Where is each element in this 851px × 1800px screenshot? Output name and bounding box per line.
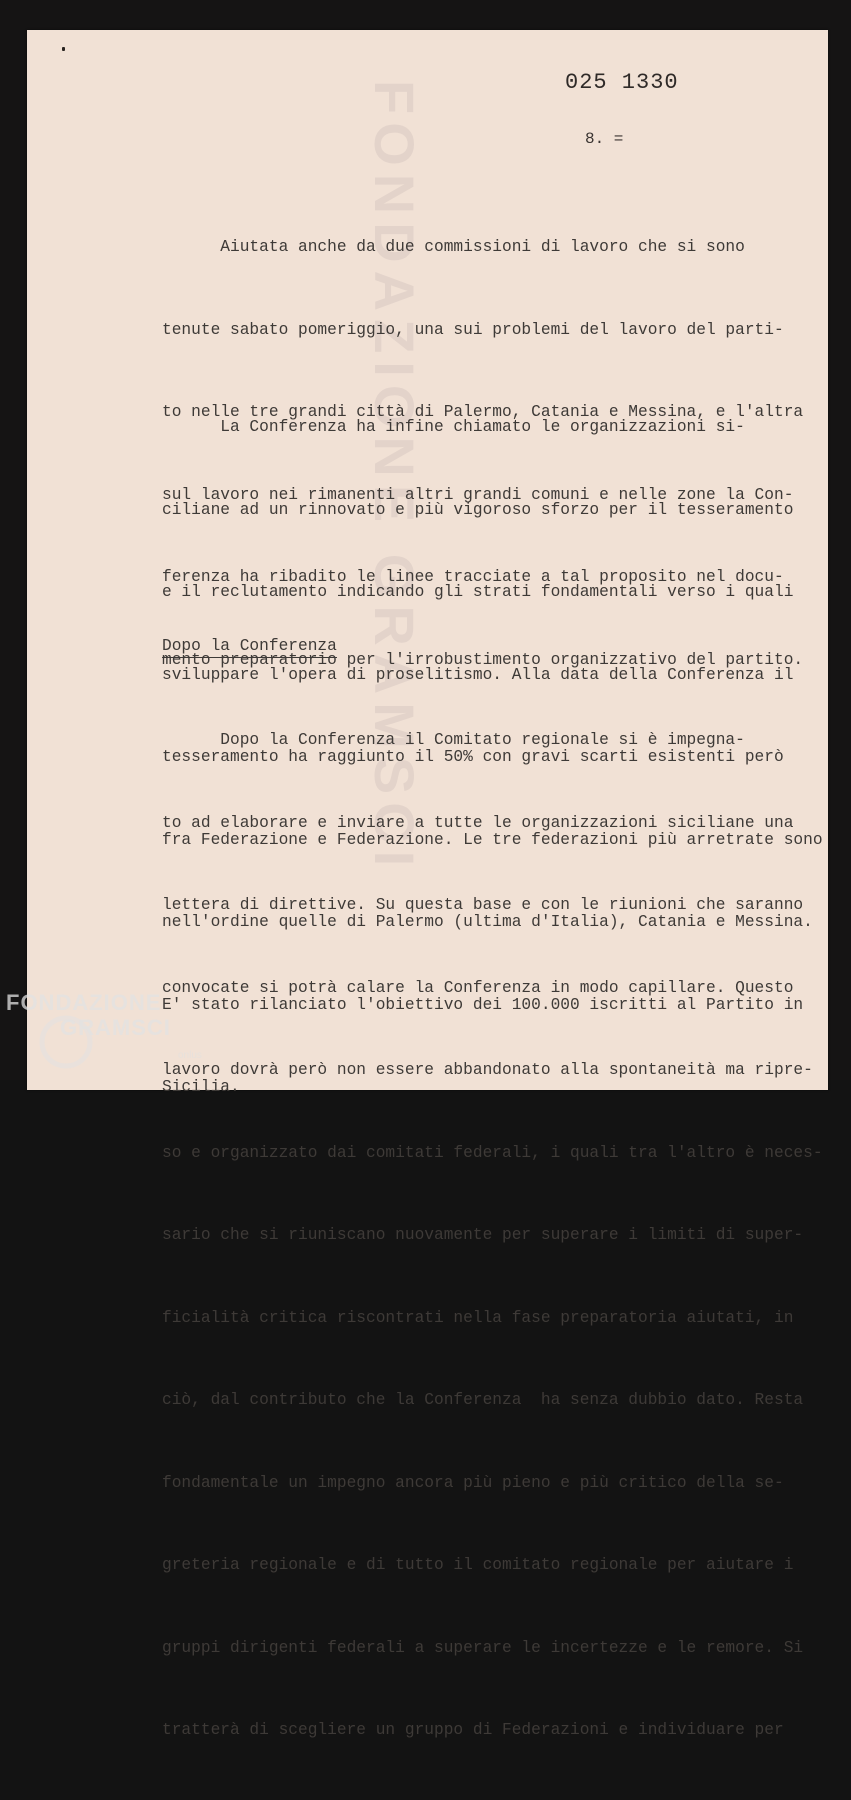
text-line: sul lavoro nei rimanenti altri grandi comuni e nelle zone la Con- — [162, 485, 794, 504]
text-line: nell'ordine quelle di Palermo (ultima d'Italia), Catania e Messina. — [162, 913, 813, 931]
text-line: ficialità critica riscontrati nella fase preparatoria aiutati, in — [162, 1308, 794, 1327]
text-line: lavoro dovrà però non essere abbandonato alla spontaneità ma ripre- — [162, 1061, 813, 1079]
text-line: so e organizzato dai comitati federali, i quali tra l'altro è neces- — [162, 1143, 823, 1162]
text-line: convocate si potrà calare la Conferenza in modo capillare. Questo — [162, 978, 794, 997]
logo-line1: FONDAZIONE — [6, 990, 162, 1015]
text-line: ciò, dal contributo che la Conferenza ha senza dubbio dato. Resta — [162, 1391, 804, 1409]
ink-speck — [62, 47, 65, 51]
text-line: ciliane ad un rinnovato e più vigoroso sforzo per il tesseramento — [162, 500, 794, 519]
text-line: sario che si riuniscano nuovamente per superare i limiti di super- — [162, 1226, 804, 1244]
text-line: tesseramento ha raggiunto il 50% con gravi scarti esistenti però — [162, 748, 784, 766]
logo-line2: GRAMSCI — [60, 1015, 171, 1040]
section-heading: Dopo la Conferenza — [162, 636, 337, 658]
text-line: E' stato rilanciato l'obiettivo dei 100.000 iscritti al Partito in — [162, 995, 804, 1014]
text-line: fondamentale un impegno ancora più pieno e più critico della se- — [162, 1473, 784, 1492]
text-line: tratterà di scegliere un gruppo di Federazioni e individuare per — [162, 1721, 784, 1739]
text-line: to nelle tre grandi città di Palermo, Catania e Messina, e l'altra — [162, 403, 804, 421]
text-line: Aiutata anche da due commissioni di lavoro che si sono — [162, 238, 745, 256]
text-line: mento preparatorio per l'irrobustimento organizzativo del partito. — [162, 650, 804, 669]
page-number: 8. = — [585, 130, 624, 148]
paragraph-3 — [162, 672, 823, 1800]
text-line: lettera di direttive. Su questa base e con le riunioni che saranno — [162, 896, 804, 914]
logo-line3: onlus — [178, 1050, 202, 1061]
text-line: ferenza ha ribadito le linee tracciate a tal proposito nel docu- — [162, 568, 784, 586]
text-line: fra Federazione e Federazione. Le tre federazioni più arretrate sono — [162, 830, 823, 849]
text-line: greteria regionale e di tutto il comitato regionale per aiutare i — [162, 1556, 794, 1574]
text-line: Sicilia. — [162, 1078, 240, 1096]
text-line: La Conferenza ha infine chiamato le organizzazioni si- — [162, 418, 745, 436]
text-line: to ad elaborare e inviare a tutte le organizzazioni siciliane una — [162, 813, 794, 832]
text-line: tenute sabato pomeriggio, una sui problemi del lavoro del parti- — [162, 320, 784, 339]
text-line: Dopo la Conferenza il Comitato regionale si è impegna- — [162, 731, 745, 749]
text-line: e il reclutamento indicando gli strati fondamentali verso i quali — [162, 583, 794, 601]
document-id: 025 1330 — [565, 70, 679, 95]
text-line: gruppi dirigenti federali a superare le incertezze e le remore. Si — [162, 1638, 804, 1657]
text-line: sviluppare l'opera di proselitismo. Alla data della Conferenza il — [162, 665, 794, 684]
